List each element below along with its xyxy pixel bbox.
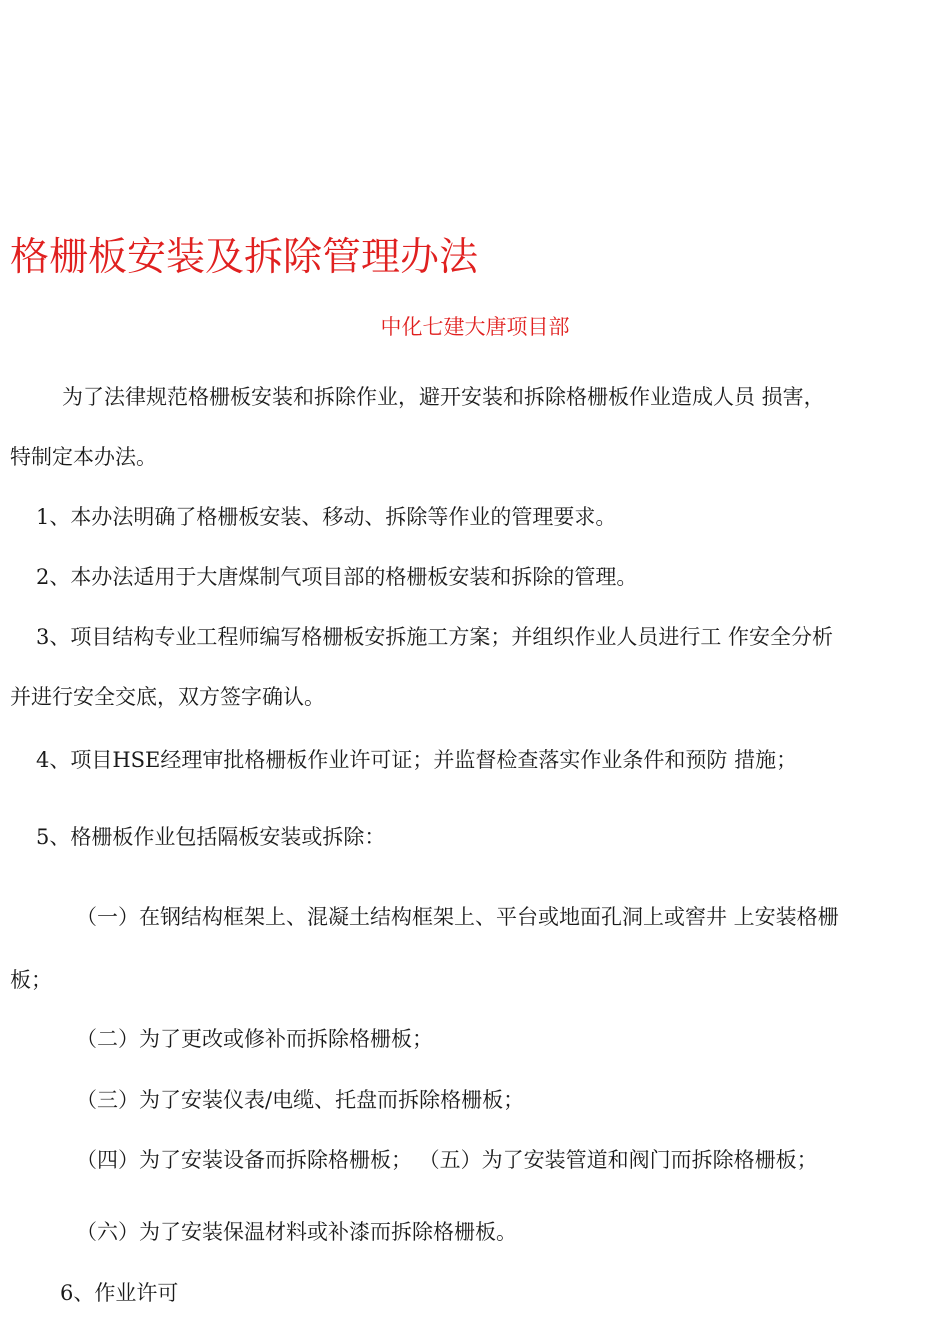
item-2: （二）为了更改或修补而拆除格栅板； [76,1027,433,1051]
clause-5: 5、格栅板作业包括隔板安装或拆除： [36,825,386,849]
item-3: （三）为了安装仪表/电缆、托盘而拆除格栅板； [76,1088,525,1112]
clause-1: 1、本办法明确了格栅板安装、移动、拆除等作业的管理要求。 [36,505,617,529]
clause-3-line-2: 并进行安全交底，双方签字确认。 [10,685,325,709]
clause-4: 4、项目HSE经理审批格栅板作业许可证；并监督检查落实作业条件和预防 措施； [36,748,798,772]
item-6: （六）为了安装保温材料或补漆而拆除格栅板。 [76,1220,517,1244]
document-subtitle: 中化七建大唐项目部 [380,315,570,339]
clause-6: 6、作业许可 [60,1281,179,1305]
clause-3-line-1: 3、项目结构专业工程师编写格栅板安拆施工方案；并组织作业人员进行工 作安全分析 [36,625,834,649]
item-4-5: （四）为了安装设备而拆除格栅板； （五）为了安装管道和阀门而拆除格栅板； [76,1148,818,1172]
document-title: 格栅板安装及拆除管理办法 [10,235,479,280]
item-1-line-2: 板； [10,968,52,992]
item-1-line-1: （一）在钢结构框架上、混凝土结构框架上、平台或地面孔洞上或窖井 上安装格栅 [76,905,839,929]
paragraph-intro-line-1: 为了法律规范格栅板安装和拆除作业，避开安装和拆除格栅板作业造成人员 损害， [62,385,825,409]
clause-2: 2、本办法适用于大唐煤制气项目部的格栅板安装和拆除的管理。 [36,565,638,589]
paragraph-intro-line-2: 特制定本办法。 [10,445,157,469]
